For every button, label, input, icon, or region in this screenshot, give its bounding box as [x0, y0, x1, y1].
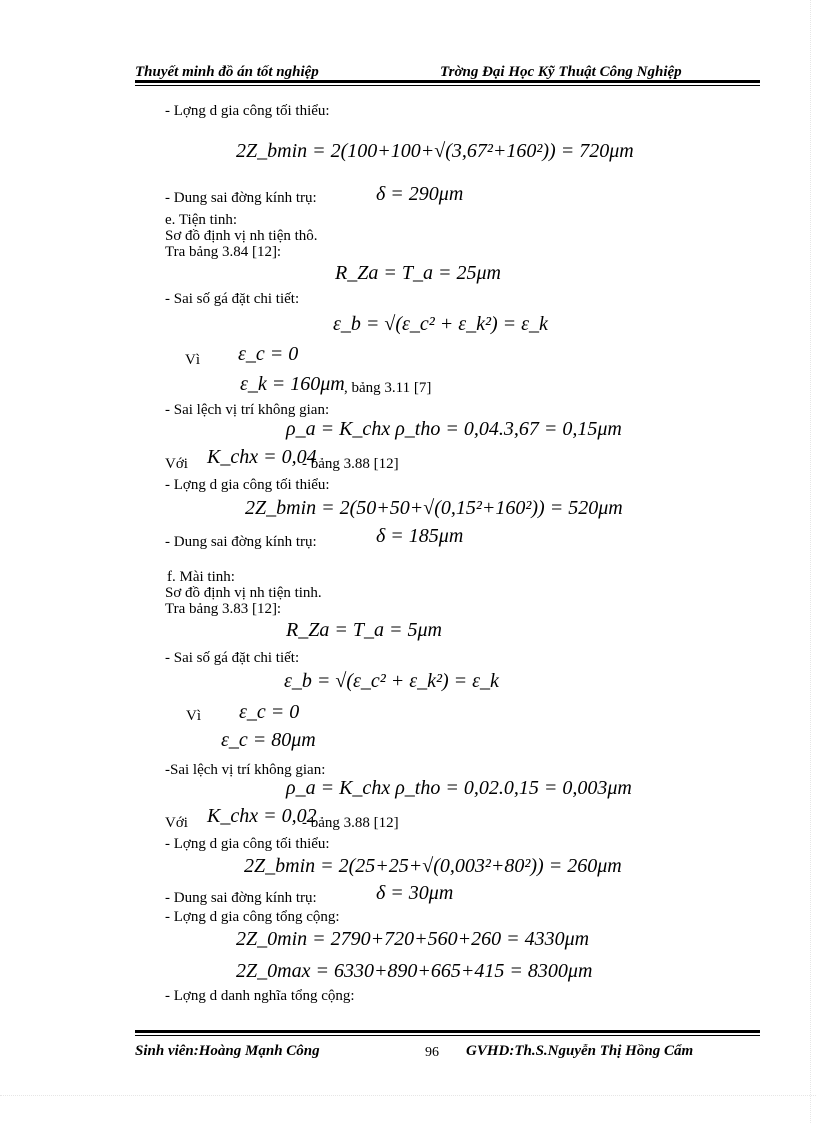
formula: 2Z_0max = 6330+890+665+415 = 8300μm: [236, 960, 593, 982]
formula: ε_k = 160μm: [240, 373, 345, 395]
text-line: - Dung sai đờng kính trụ:: [165, 534, 317, 550]
text-line: f. Mài tinh:: [167, 569, 235, 585]
formula: ρ_a = K_chx ρ_tho = 0,04.3,67 = 0,15μm: [286, 418, 622, 440]
text-line: Sơ đồ định vị nh tiện thô.: [165, 228, 318, 244]
text-line: - bảng 3.88 [12]: [302, 456, 399, 472]
formula: 2Z_bmin = 2(50+50+√(0,15²+160²)) = 520μm: [245, 497, 623, 519]
text-line: Vì: [186, 708, 201, 724]
page-boundary: [0, 1095, 816, 1096]
formula: δ = 290μm: [376, 183, 464, 205]
footer-rule-thin: [135, 1035, 760, 1036]
formula: R_Za = T_a = 5μm: [286, 619, 442, 641]
text-line: - Dung sai đờng kính trụ:: [165, 190, 317, 206]
text-line: - Lợng d gia công tối thiểu:: [165, 103, 330, 119]
formula: K_chx = 0,04: [207, 446, 317, 468]
header-rule-thin: [135, 85, 760, 86]
text-line: , bảng 3.11 [7]: [344, 380, 432, 396]
formula: ε_c = 0: [239, 701, 300, 723]
formula: 2Z_0min = 2790+720+560+260 = 4330μm: [236, 928, 590, 950]
formula: R_Za = T_a = 25μm: [335, 262, 501, 284]
text-line: Với: [165, 815, 188, 831]
text-line: - bảng 3.88 [12]: [302, 815, 399, 831]
page-number: 96: [425, 1045, 439, 1060]
text-line: - Dung sai đờng kính trụ:: [165, 890, 317, 906]
text-line: Tra bảng 3.83 [12]:: [165, 601, 282, 617]
formula: 2Z_bmin = 2(25+25+√(0,003²+80²)) = 260μm: [244, 855, 622, 877]
text-line: Sơ đồ định vị nh tiện tinh.: [165, 585, 322, 601]
text-line: - Sai lệch vị trí không gian:: [165, 402, 330, 418]
text-line: -Sai lệch vị trí không gian:: [165, 762, 326, 778]
header-rule-thick: [135, 80, 760, 83]
formula: ε_c = 80μm: [221, 729, 316, 751]
text-line: - Lợng d gia công tối thiểu:: [165, 477, 330, 493]
footer-rule-thick: [135, 1030, 760, 1033]
text-line: e. Tiện tinh:: [165, 212, 238, 228]
text-line: - Lợng d danh nghĩa tổng cộng:: [165, 988, 355, 1004]
text-line: - Lợng d gia công tổng cộng:: [165, 909, 340, 925]
formula: ε_b = √(ε_c² + ε_k²) = ε_k: [333, 313, 548, 335]
formula: ρ_a = K_chx ρ_tho = 0,02.0,15 = 0,003μm: [286, 777, 632, 799]
footer-left: Sinh viên:Hoàng Mạnh Công: [135, 1043, 320, 1059]
text-line: - Sai số gá đặt chi tiết:: [165, 650, 300, 666]
header-right: Trờng Đại Học Kỹ Thuật Công Nghiệp: [440, 64, 682, 80]
text-line: Vì: [185, 352, 200, 368]
text-line: - Sai số gá đặt chi tiết:: [165, 291, 300, 307]
formula: ε_b = √(ε_c² + ε_k²) = ε_k: [284, 670, 499, 692]
text-line: Với: [165, 456, 188, 472]
footer-right: GVHD:Th.S.Nguyễn Thị Hồng Cẩm: [466, 1043, 694, 1059]
formula: δ = 30μm: [376, 882, 454, 904]
text-line: Tra bảng 3.84 [12]:: [165, 244, 282, 260]
page-boundary-side: [810, 0, 811, 1123]
formula: ε_c = 0: [238, 343, 299, 365]
formula: 2Z_bmin = 2(100+100+√(3,67²+160²)) = 720μm: [236, 140, 634, 162]
formula: K_chx = 0,02: [207, 805, 317, 827]
text-line: - Lợng d gia công tối thiểu:: [165, 836, 330, 852]
header-left: Thuyết minh đồ án tốt nghiệp: [135, 64, 319, 80]
formula: δ = 185μm: [376, 525, 464, 547]
